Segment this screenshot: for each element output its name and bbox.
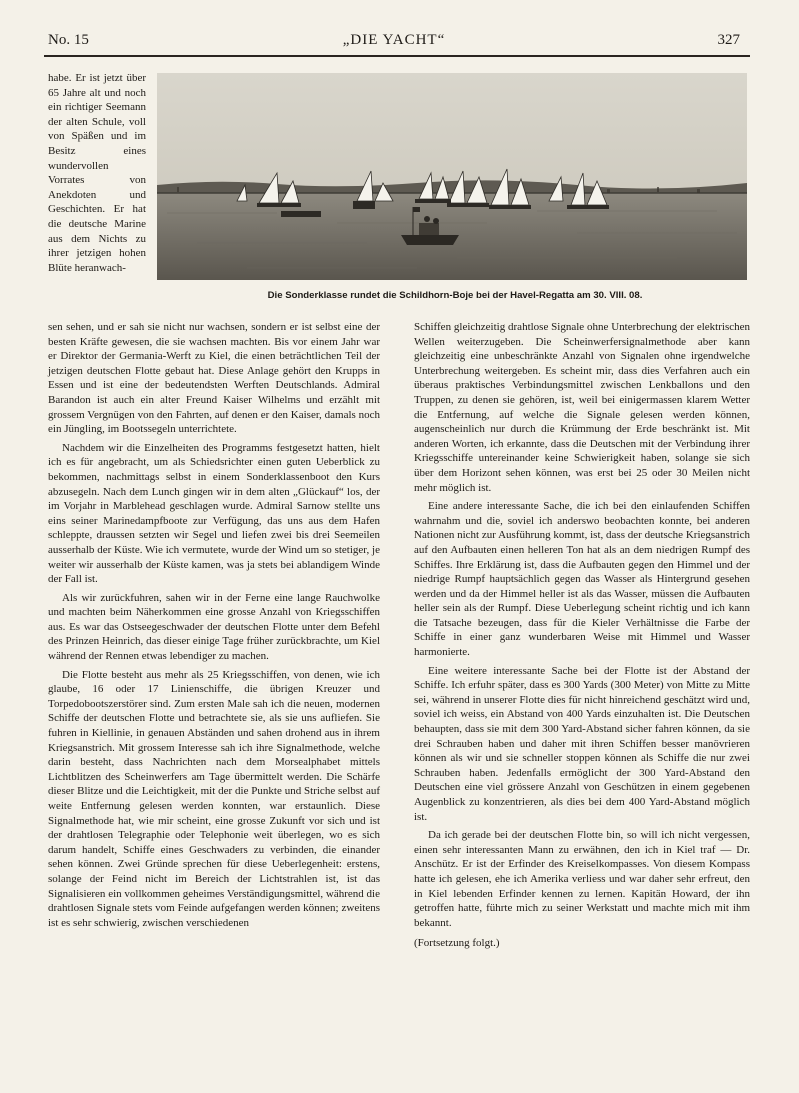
paragraph: sen sehen, und er sah sie nicht nur wachsen, sondern er ist selbst eine der besten Kräfte gewesen, die sie wachsen machten. Bis vor einem Jahr war er Direktor der Germania-Werft zu Kiel, die einen beträchtlichen Teil der jetzigen deutschen Flotte gebaut hat. Diese Anlage gehört den Krupps in Essen und ist eine der bedeutendsten Werften Deutschlands. Admiral Barandon ist auch ein alter Freund Kaiser Wilhelms und erzählt mit grossem Vergnügen von den Fahrten, auf denen er den Kaiser, damals noch ein Jüngling, im Bootssegeln unterrichtete. [48,321,380,436]
continuation-note: (Fortsetzung folgt.) [414,937,500,950]
left-column [48,320,380,930]
paragraph: habe. Er ist jetzt über 65 Jahre alt und noch ein richtiger Seemann der alten Schule, voll von Späßen und im Besitz eines wundervollen Vorrates von Anekdoten und Geschichten. Er hat die deutsche Marine aus dem Nichts zu ihrer jetzigen hohen Blüte heranwach- [48,72,146,274]
paragraph: Als wir zurückfuhren, sahen wir in der Ferne eine lange Rauchwolke und machten beim Näherkommen eine grosse Anzahl von Kriegsschiffen aus. Es war das Ostseegeschwader der deutschen Flotte unter dem Befehl des Prinzen Heinrich, das dieser einige Tage früher zurückbrachte, um Kiel während der Rennen etwas lebendiger zu machen. [48,591,380,663]
issue-number: No. 15 [48,32,89,48]
paragraph: Eine weitere interessante Sache bei der Flotte ist der Abstand der Schiffe. Ich erfuhr später, dass es 300 Yards (300 Meter) von Mitte zu Mitte sei, während in unserer Flotte dies für nicht hinreichend geschätzt wird und, soviel ich weiss, ein Abstand von 400 Yards einzuhalten ist. Die Deutschen behaupten, dass sie mit dem 300 Yard-Abstand sicher fahren können, da sie drei Schrauben haben und daher mit ihren Schiffen besser manövrieren können als wir und sie schneller stoppen können als Schiffe die nur zwei Schrauben haben. Jedenfalls ermöglicht der 300 Yard-Abstand den Deutschen eine viel grössere Anzahl von Geschützen in einem gegebenen Augenblick zu konzentrieren, als dies bei dem 400 Yard-Abstand möglich ist. [414,664,750,823]
running-header [48,30,740,52]
header-rule [44,55,750,57]
figure-caption: Die Sonderklasse rundet die Schildhorn-Boje bei der Havel-Regatta am 30. VIII. 08. [267,290,643,301]
intro-narrow-column [48,71,146,275]
magazine-title: „DIE YACHT“ [342,32,446,48]
page-number: 327 [717,32,740,48]
right-column [414,320,750,951]
paragraph: Schiffen gleichzeitig drahtlose Signale ohne Unterbrechung der elektrischen Wellen weiterzugeben. Die Scheinwerfersignalmethode aber kann gleichzeitig eine unbeschränkte Anzahl von Signalen ohne irgendwelche Unterbrechung weitergeben. Es scheint mir, dass dies Verfahren auch ein überaus praktisches Verbindungsmittel zwischen Lenkballons und den Truppen, zu denen sie gehören, ist, weil bei einigermassen klarem Wetter die Entfernung, auf welche die Signale gelesen werden können, augenscheinlich nur durch die Krümmung der Erde beschränkt ist. Mit anderen Worten, ich erkannte, dass die Deutschen mit der Verbindung ihrer Kriegsschiffe untereinander keine Schwierigkeit haben, solange sie sich über dem Horizont sehen können, was erst bei 25 oder 30 Meilen nicht mehr möglich ist. [414,321,750,494]
paragraph: Nachdem wir die Einzelheiten des Programms festgesetzt hatten, hielt ich es für angebracht, um als Schiedsrichter einen guten Ueberblick zu bekommen, nachmittags selbst in einem Sonderklassenboot den Kurs abzusegeln. Nach dem Lunch gingen wir in dem alten „Glückauf“ los, der im Vorjahr in Marblehead geschlagen wurde. Admiral Sarnow stellte uns eins seiner Marinedampfboote zur Verfügung, das uns aus dem Hafen schleppte, draussen setzten wir Segel und liefen zwei bis drei Seemeilen ausserhalb der Küste. Wie ich vermutete, wurde der Wind um so stetiger, je weiter wir ausserhalb der Küste kamen, was ja stets bei ablandigem Winde der Fall ist. [48,441,380,586]
paragraph: Die Flotte besteht aus mehr als 25 Kriegsschiffen, von denen, wie ich glaube, 16 oder 17 Linienschiffe, die übrigen Kreuzer und Torpedobootszerstörer sind. Zum ersten Male sah ich die neuen, modernen Schiffe der deutschen Flotte und betrachtete sie, als sie uns aufliefen. Sie fuhren in Kiellinie, in genauen Abständen und sahen drohend aus in ihrem Kriegsanstrich. Mit grossem Interesse sah ich ihre Signalmethode, welche darin besteht, dass Nachrichten nach dem Morsealphabet mittels Lichtblitzen des Scheinwerfers am Tage übermittelt werden. Die Schärfe dieser Blitze und die Leichtigkeit, mit der die Punkte und Striche selbst auf weite Entfernung gelesen werden konnten, war erstaunlich. Diese Signalmethode hat, wie mir scheint, eine grosse Zukunft vor sich und ist der drahtlosen Telegraphie oder Telephonie weit überlegen, wo es sich darum handelt, Schiffe eines Geschwaders zu verbinden, die einander sehen können. Zwei Gründe sprechen für diese Ueberlegenheit: erstens, solange der Feind nicht im Bereich der Lichtstrahlen ist, ist das Signalisieren ein vollkommen geheimes Verständigungsmittel, während die drahtlosen Signale stets vom Feinde aufgefangen werden können; zweitens ist es sehr schwierig, zwischen verschiedenen [48,668,380,929]
paragraph: Da ich gerade bei der deutschen Flotte bin, so will ich nicht vergessen, einen sehr interessanten Mann zu erwähnen, den ich in Kiel traf — Dr. Anschütz. Er ist der Erfinder des Kreiselkompasses. Von diesem Kompass hatte ich gelesen, ehe ich Amerika verliess und war daher sehr erfreut, den in Kiel lebenden Erfinder kennen zu lernen. Kapitän Howard, der ihn getroffen hatte, führte mich zu seiner Werkstatt und machte mich mit ihm bekannt. [414,829,750,929]
regatta-photo [157,73,747,280]
paragraph: Eine andere interessante Sache, die ich bei den einlaufenden Schiffen wahrnahm und die, soviel ich anderswo beobachten konnte, bei anderen Nationen nicht zur Ausführung kommt, ist, dass der deutsche Kriegsanstrich auf den Aufbauten einen helleren Ton hat als an dem niedrigen Rumpf des Schiffes. Ihre Erklärung ist, dass die Aufbauten gegen den Himmel und der niedrige Rumpf hauptsächlich gegen das Wasser als Hintergrund gesehen werden und da der Himmel heller ist als das Wasser, müssen die Aufbauten heller sein als der Rumpf. Diese Ueberlegung scheint richtig und ich kann die Tatsache bezeugen, dass für die Kieler Verhältnisse die Farbe der Schiffe in einer ganz wunderbaren Weise mit Himmel und Wasser harmonierte. [414,500,750,659]
